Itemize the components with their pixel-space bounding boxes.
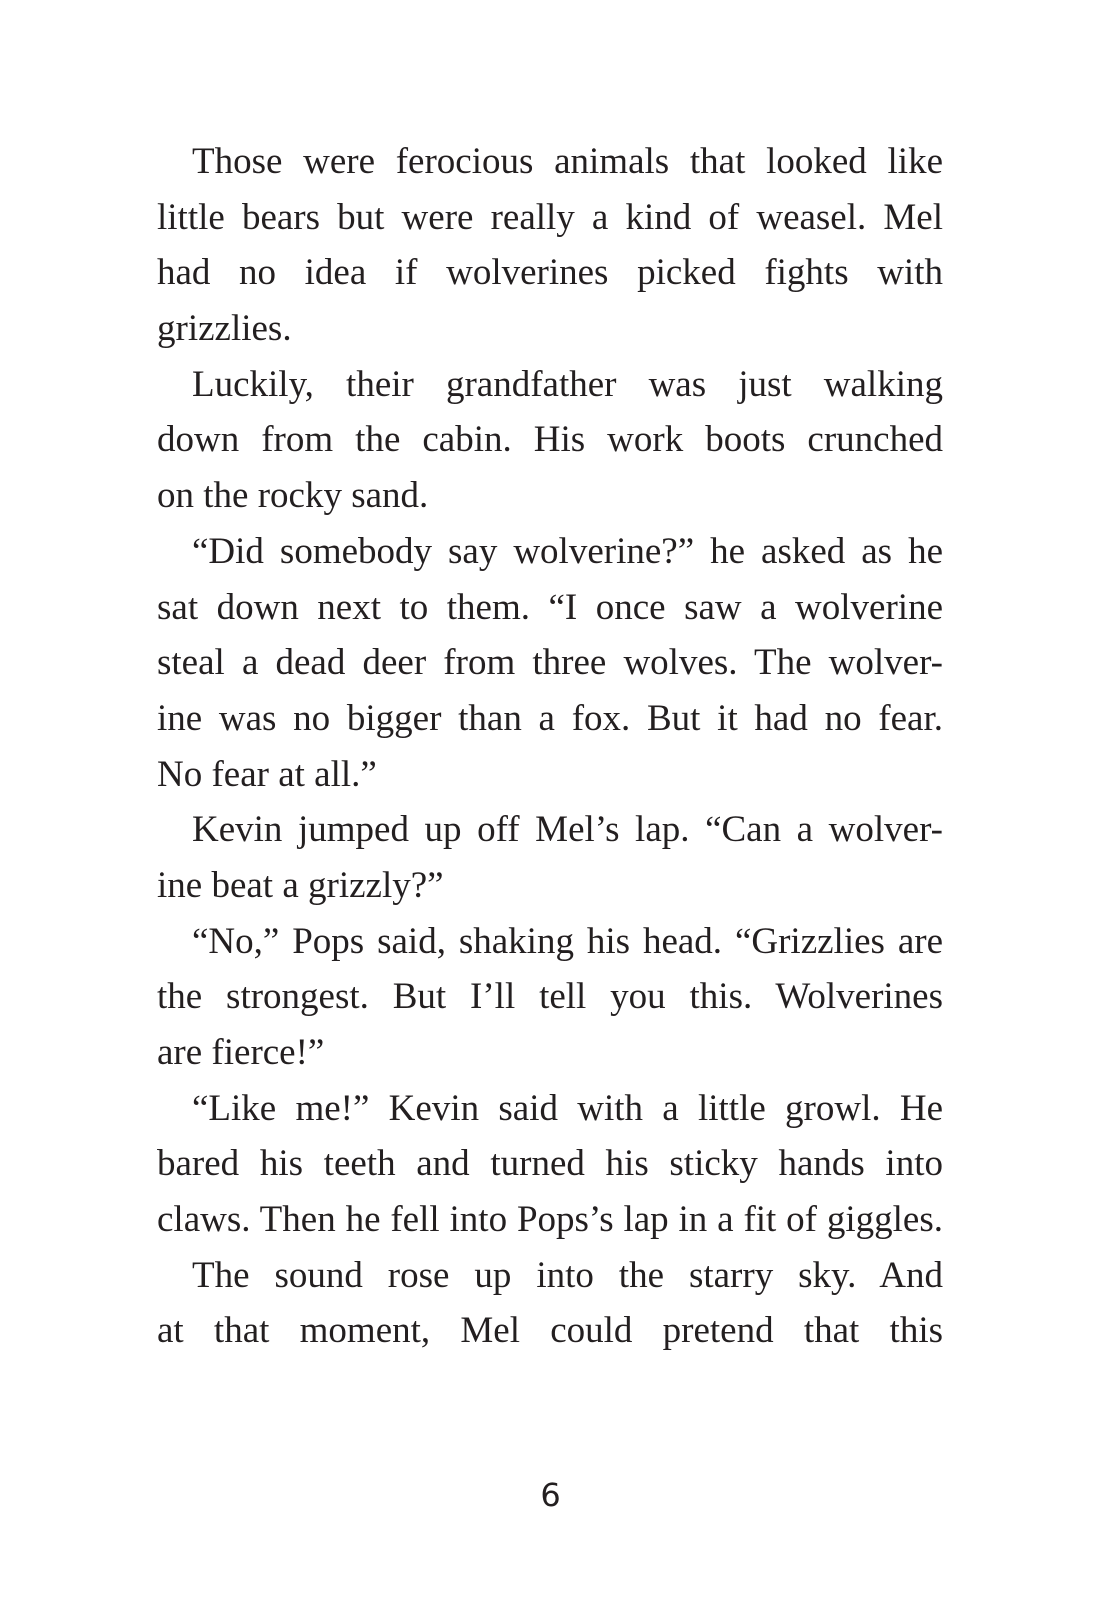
text-line: on the rocky sand. — [157, 475, 429, 517]
text-line: The sound rose up into the starry sky. And — [192, 1254, 943, 1296]
text-line: ine was no bigger than a fox. But it had no fear. — [157, 697, 943, 739]
text-line: “No,” Pops said, shaking his head. “Grizzlies are — [192, 920, 943, 962]
text-line: little bears but were really a kind of weasel. Mel — [157, 196, 943, 238]
text-line: Those were ferocious animals that looked like — [192, 141, 943, 182]
text-line: ine beat a grizzly?” — [157, 864, 444, 906]
text-line: the strongest. But I’ll tell you this. Wolverines — [157, 976, 943, 1018]
page-number: 6 — [540, 1476, 561, 1514]
text-line: claws. Then he fell into Pops’s lap in a fit of giggles. — [157, 1199, 943, 1241]
text-line: are fierce!” — [157, 1032, 325, 1073]
text-line: steal a dead deer from three wolves. The wolver- — [157, 642, 943, 684]
text-line: No fear at all.” — [157, 753, 377, 795]
body-text — [157, 134, 943, 1359]
text-line: down from the cabin. His work boots crunched — [157, 419, 943, 461]
text-line: had no idea if wolverines picked fights with — [157, 252, 943, 294]
text-line: Kevin jumped up off Mel’s lap. “Can a wolver- — [192, 809, 943, 851]
text-line: bared his teeth and turned his sticky hands into — [157, 1143, 943, 1185]
text-line: sat down next to them. “I once saw a wolverine — [157, 586, 943, 628]
text-line: Luckily, their grandfather was just walking — [192, 363, 943, 405]
text-line: grizzlies. — [157, 308, 292, 350]
text-line: “Did somebody say wolverine?” he asked as he — [192, 530, 943, 572]
text-line: at that moment, Mel could pretend that this — [157, 1310, 943, 1352]
text-line: “Like me!” Kevin said with a little growl. He — [192, 1087, 943, 1129]
